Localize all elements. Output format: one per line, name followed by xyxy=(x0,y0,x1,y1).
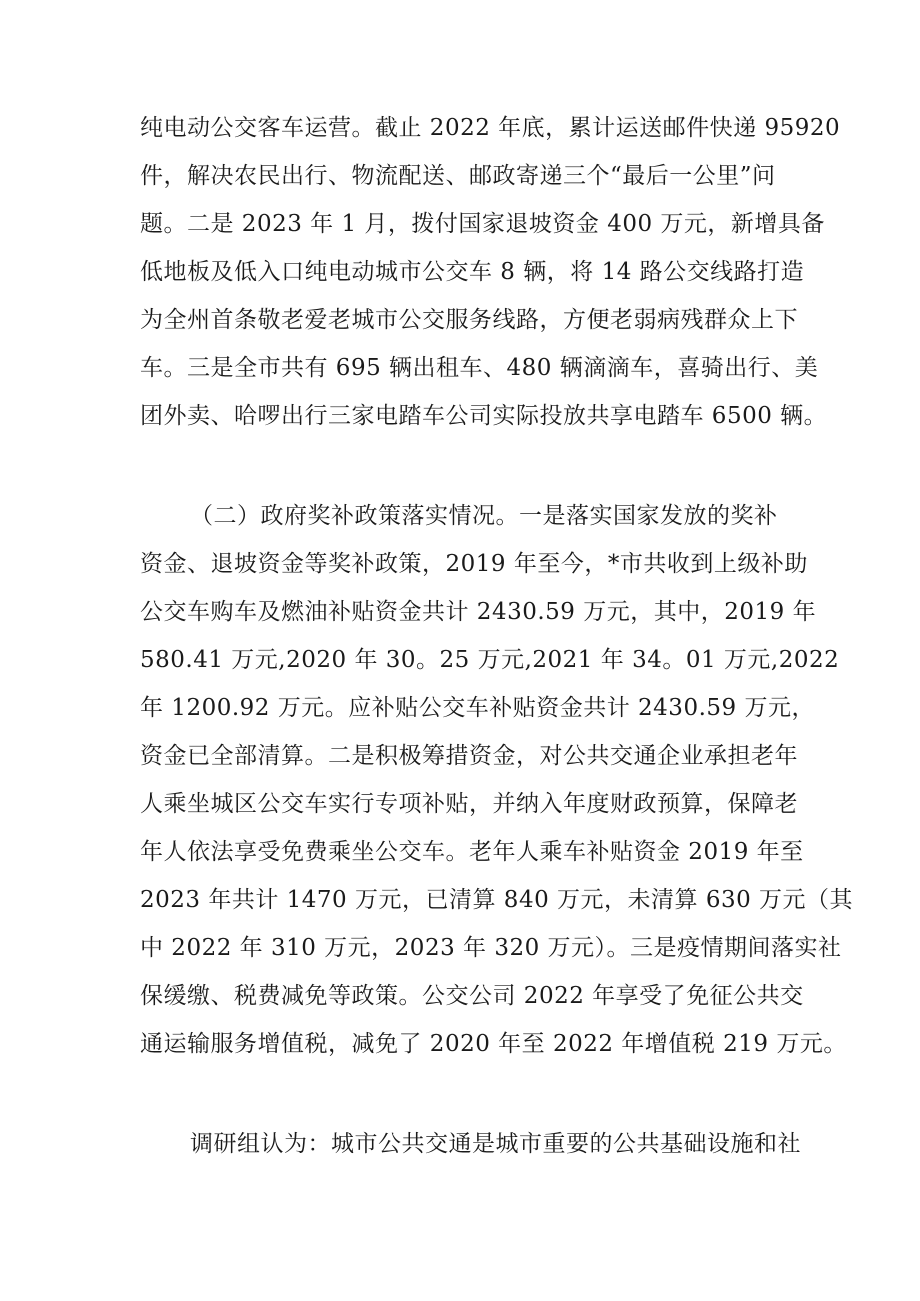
text-line: 2023 年共计 1470 万元，已清算 840 万元，未清算 630 万元（其 xyxy=(140,887,854,913)
text-line: 纯电动公交客车运营。截止 2022 年底，累计运送邮件快递 95920 xyxy=(140,115,841,141)
text-line: 为全州首条敬老爱老城市公交服务线路，方便老弱病残群众上下 xyxy=(140,307,798,333)
text-line: 580.41 万元,2020 年 30。25 万元,2021 年 34。01 万元,2022 xyxy=(140,647,840,673)
text-line: 资金已全部清算。二是积极筹措资金，对公共交通企业承担老年 xyxy=(140,743,798,769)
text-line: 低地板及低入口纯电动城市公交车 8 辆，将 14 路公交线路打造 xyxy=(140,259,805,285)
text-line: 中 2022 年 310 万元，2023 年 320 万元）。三是疫情期间落实社 xyxy=(140,935,842,961)
text-line: 资金、退坡资金等奖补政策，2019 年至今，*市共收到上级补助 xyxy=(140,551,808,577)
text-line: 车。三是全市共有 695 辆出租车、480 辆滴滴车，喜骑出行、美 xyxy=(140,355,819,381)
text-line: （二）政府奖补政策落实情况。一是落实国家发放的奖补 xyxy=(190,503,778,529)
text-line: 年 1200.92 万元。应补贴公交车补贴资金共计 2430.59 万元， xyxy=(140,695,815,721)
text-line: 人乘坐城区公交车实行专项补贴，并纳入年度财政预算，保障老 xyxy=(140,791,798,817)
text-line: 公交车购车及燃油补贴资金共计 2430.59 万元，其中，2019 年 xyxy=(140,599,817,625)
text-line: 年人依法享受免费乘坐公交车。老年人乘车补贴资金 2019 年至 xyxy=(140,839,804,865)
text-line: 件，解决农民出行、物流配送、邮政寄递三个“最后一公里”问 xyxy=(140,163,776,189)
text-line: 保缓缴、税费减免等政策。公交公司 2022 年享受了免征公共交 xyxy=(140,983,804,1009)
text-line: 通运输服务增值税，减免了 2020 年至 2022 年增值税 219 万元。 xyxy=(140,1031,847,1057)
text-line: 团外卖、哈啰出行三家电踏车公司实际投放共享电踏车 6500 辆。 xyxy=(140,403,828,429)
text-line: 调研组认为：城市公共交通是城市重要的公共基础设施和社 xyxy=(190,1131,801,1157)
text-line: 题。二是 2023 年 1 月，拨付国家退坡资金 400 万元，新增具备 xyxy=(140,211,825,237)
